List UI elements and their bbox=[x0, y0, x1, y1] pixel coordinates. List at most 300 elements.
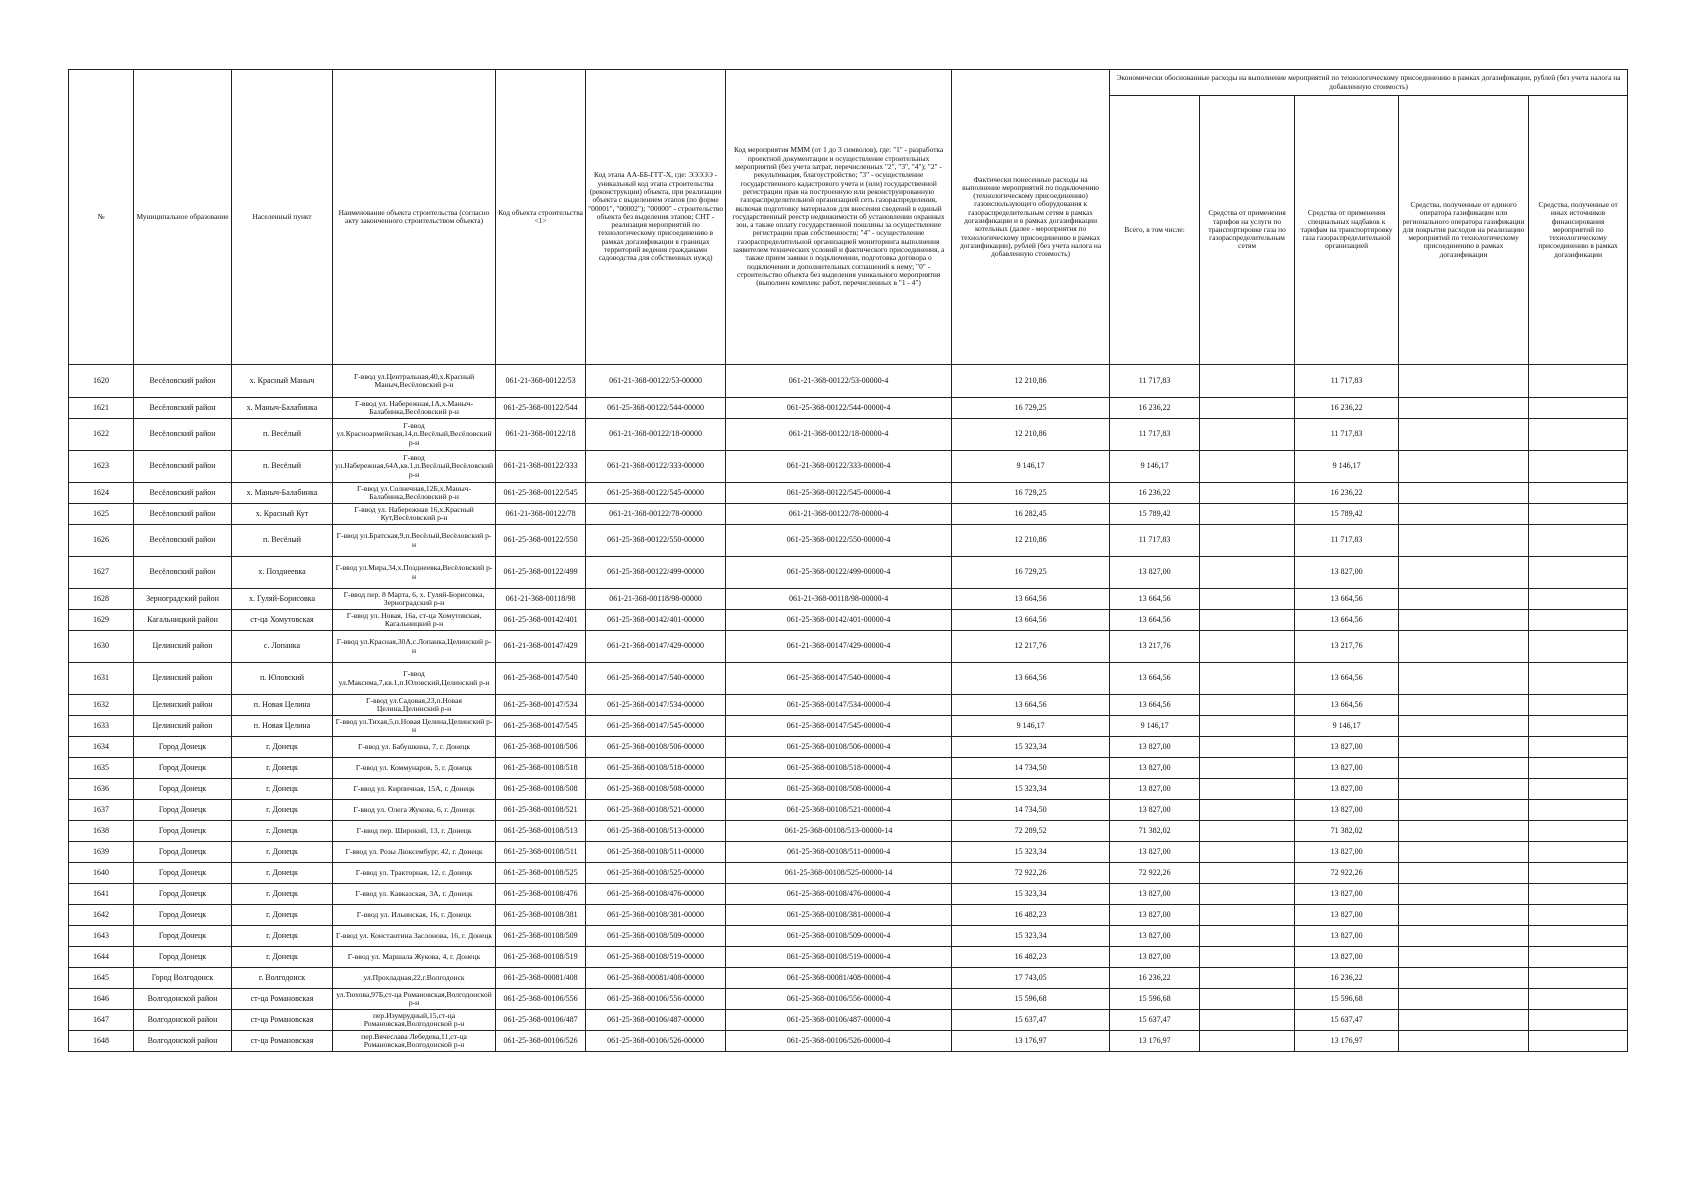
stage-code-cell: 061-25-368-00108/511-00000 bbox=[586, 842, 726, 863]
other-sources-cell bbox=[1529, 800, 1628, 821]
object-name-cell: ул.Тюхова,97Б,ст-ца Романовская,Волгодонской р-н bbox=[333, 989, 496, 1010]
object-name-cell: Г-ввод ул. Константина Заслонова, 16, г. Донецк bbox=[333, 926, 496, 947]
activity-code-cell: 061-25-368-00108/381-00000-4 bbox=[726, 905, 952, 926]
actual-costs-cell: 12 210,86 bbox=[952, 525, 1110, 557]
municipality-cell: Весёловский район bbox=[134, 398, 232, 419]
col-header-num: № bbox=[69, 70, 134, 365]
activity-code-cell: 061-25-368-00147/540-00000-4 bbox=[726, 663, 952, 695]
object-name-cell: Г-ввод ул. Ильинская, 16, г. Донецк bbox=[333, 905, 496, 926]
activity-code-cell: 061-25-368-00108/518-00000-4 bbox=[726, 758, 952, 779]
special-markups-cell: 13 827,00 bbox=[1295, 557, 1399, 589]
settlement-cell: х. Красный Маныч bbox=[232, 365, 333, 398]
row-number: 1645 bbox=[69, 968, 134, 989]
other-sources-cell bbox=[1529, 863, 1628, 884]
settlement-cell: х. Маныч-Балабинка bbox=[232, 483, 333, 504]
row-number: 1638 bbox=[69, 821, 134, 842]
actual-costs-cell: 16 729,25 bbox=[952, 398, 1110, 419]
row-number: 1643 bbox=[69, 926, 134, 947]
settlement-cell: ст-ца Хомутовская bbox=[232, 610, 333, 631]
row-number: 1620 bbox=[69, 365, 134, 398]
special-markups-cell: 15 596,68 bbox=[1295, 989, 1399, 1010]
activity-code-cell: 061-21-368-00122/78-00000-4 bbox=[726, 504, 952, 525]
activity-code-cell: 061-25-368-00108/506-00000-4 bbox=[726, 737, 952, 758]
operator-funds-cell bbox=[1399, 398, 1529, 419]
col-header-municipality: Муниципальное образование bbox=[134, 70, 232, 365]
row-number: 1633 bbox=[69, 716, 134, 737]
actual-costs-cell: 17 743,05 bbox=[952, 968, 1110, 989]
total-cell: 13 827,00 bbox=[1110, 758, 1200, 779]
municipality-cell: Волгодонской район bbox=[134, 1031, 232, 1052]
object-name-cell: Г-ввод ул. Розы Люксембург, 42, г. Донецк bbox=[333, 842, 496, 863]
operator-funds-cell bbox=[1399, 968, 1529, 989]
other-sources-cell bbox=[1529, 451, 1628, 483]
row-number: 1636 bbox=[69, 779, 134, 800]
tariff-transport-cell bbox=[1200, 989, 1295, 1010]
activity-code-cell: 061-25-368-00108/508-00000-4 bbox=[726, 779, 952, 800]
special-markups-cell: 9 146,17 bbox=[1295, 451, 1399, 483]
activity-code-cell: 061-25-368-00108/521-00000-4 bbox=[726, 800, 952, 821]
total-cell: 13 827,00 bbox=[1110, 557, 1200, 589]
total-cell: 16 236,22 bbox=[1110, 483, 1200, 504]
stage-code-cell: 061-21-368-00122/18-00000 bbox=[586, 419, 726, 451]
actual-costs-cell: 15 323,34 bbox=[952, 884, 1110, 905]
special-markups-cell: 13 827,00 bbox=[1295, 779, 1399, 800]
object-code-cell: 061-25-368-00108/525 bbox=[496, 863, 586, 884]
table-body bbox=[69, 365, 1628, 1052]
object-name-cell: Г-ввод ул.Набережная,64А,кв.1,п.Весёлый,Весёловский р-н bbox=[333, 451, 496, 483]
object-name-cell: Г-ввод ул. Тракторная, 12, г. Донецк bbox=[333, 863, 496, 884]
actual-costs-cell: 72 289,52 bbox=[952, 821, 1110, 842]
col-header-stage-code: Код этапа АА-ББ-ГГГ-Х, где: ЭЭЭЭЭ - уникальный код этапа строительства (реконструкции) объекта, при реализации объекта с выделением этапов (по форме "00001", "00002"); "00000" - строительство объекта без выделения этапов; СНТ - реализация мероприятий по технологическому присоединению в рамках догазификации в границах территорий ведения гражданами садоводства для собственных нужд) bbox=[586, 70, 726, 365]
row-number: 1622 bbox=[69, 419, 134, 451]
settlement-cell: г. Донецк bbox=[232, 758, 333, 779]
table-row bbox=[69, 365, 1628, 398]
activity-code-cell: 061-25-368-00147/545-00000-4 bbox=[726, 716, 952, 737]
municipality-cell: Целинский район bbox=[134, 663, 232, 695]
object-code-cell: 061-25-368-00122/545 bbox=[496, 483, 586, 504]
object-code-cell: 061-25-368-00108/381 bbox=[496, 905, 586, 926]
special-markups-cell: 13 176,97 bbox=[1295, 1031, 1399, 1052]
operator-funds-cell bbox=[1399, 663, 1529, 695]
operator-funds-cell bbox=[1399, 758, 1529, 779]
col-header-total: Всего, в том числе: bbox=[1110, 96, 1200, 365]
tariff-transport-cell bbox=[1200, 800, 1295, 821]
col-header-actual-costs: Фактически понесенные расходы на выполнение мероприятий по подключению (технологическому присоединению) газоиспользующего оборудования к газораспределительным сетям в рамках догазификации и в рамках догазификации котельных (далее - мероприятия по технологическому присоединению в рамках догазификации), рублей (без учета налога на добавленную стоимость) bbox=[952, 70, 1110, 365]
total-cell: 13 664,56 bbox=[1110, 663, 1200, 695]
operator-funds-cell bbox=[1399, 863, 1529, 884]
activity-code-cell: 061-21-368-00122/333-00000-4 bbox=[726, 451, 952, 483]
special-markups-cell: 13 664,56 bbox=[1295, 663, 1399, 695]
object-code-cell: 061-21-368-00118/98 bbox=[496, 589, 586, 610]
object-name-cell: пер.Изумрудный,15,ст-ца Романовская,Волгодонской р-н bbox=[333, 1010, 496, 1031]
operator-funds-cell bbox=[1399, 365, 1529, 398]
object-code-cell: 061-25-368-00108/506 bbox=[496, 737, 586, 758]
object-code-cell: 061-25-368-00142/401 bbox=[496, 610, 586, 631]
special-markups-cell: 15 789,42 bbox=[1295, 504, 1399, 525]
col-header-other-sources: Средства, полученные от иных источников финансирования мероприятий по технологическому присоединению в рамках догазификации bbox=[1529, 96, 1628, 365]
stage-code-cell: 061-21-368-00122/78-00000 bbox=[586, 504, 726, 525]
table-row bbox=[69, 419, 1628, 451]
actual-costs-cell: 15 596,68 bbox=[952, 989, 1110, 1010]
stage-code-cell: 061-25-368-00122/499-00000 bbox=[586, 557, 726, 589]
other-sources-cell bbox=[1529, 884, 1628, 905]
row-number: 1644 bbox=[69, 947, 134, 968]
actual-costs-cell: 12 217,76 bbox=[952, 631, 1110, 663]
operator-funds-cell bbox=[1399, 926, 1529, 947]
object-code-cell: 061-25-368-00147/540 bbox=[496, 663, 586, 695]
row-number: 1637 bbox=[69, 800, 134, 821]
municipality-cell: Весёловский район bbox=[134, 365, 232, 398]
activity-code-cell: 061-25-368-00081/408-00000-4 bbox=[726, 968, 952, 989]
special-markups-cell: 16 236,22 bbox=[1295, 483, 1399, 504]
tariff-transport-cell bbox=[1200, 589, 1295, 610]
stage-code-cell: 061-25-368-00108/518-00000 bbox=[586, 758, 726, 779]
actual-costs-cell: 12 210,86 bbox=[952, 365, 1110, 398]
activity-code-cell: 061-21-368-00147/429-00000-4 bbox=[726, 631, 952, 663]
col-header-object-code: Код объекта строительства <1> bbox=[496, 70, 586, 365]
municipality-cell: Город Донецк bbox=[134, 926, 232, 947]
municipality-cell: Весёловский район bbox=[134, 483, 232, 504]
actual-costs-cell: 13 664,56 bbox=[952, 610, 1110, 631]
row-number: 1631 bbox=[69, 663, 134, 695]
activity-code-cell: 061-25-368-00108/513-00000-14 bbox=[726, 821, 952, 842]
other-sources-cell bbox=[1529, 483, 1628, 504]
table-row bbox=[69, 905, 1628, 926]
table-row bbox=[69, 525, 1628, 557]
other-sources-cell bbox=[1529, 525, 1628, 557]
municipality-cell: Город Донецк bbox=[134, 800, 232, 821]
object-code-cell: 061-25-368-00108/476 bbox=[496, 884, 586, 905]
total-cell: 11 717,83 bbox=[1110, 525, 1200, 557]
total-cell: 72 922,26 bbox=[1110, 863, 1200, 884]
object-code-cell: 061-25-368-00108/508 bbox=[496, 779, 586, 800]
settlement-cell: г. Донецк bbox=[232, 737, 333, 758]
operator-funds-cell bbox=[1399, 779, 1529, 800]
table-row bbox=[69, 631, 1628, 663]
settlement-cell: ст-ца Романовская bbox=[232, 1010, 333, 1031]
actual-costs-cell: 13 664,56 bbox=[952, 695, 1110, 716]
operator-funds-cell bbox=[1399, 525, 1529, 557]
row-number: 1625 bbox=[69, 504, 134, 525]
object-name-cell: Г-ввод ул.Максима,7,кв.1,п.Юловский,Целинский р-н bbox=[333, 663, 496, 695]
municipality-cell: Целинский район bbox=[134, 716, 232, 737]
special-markups-cell: 72 922,26 bbox=[1295, 863, 1399, 884]
municipality-cell: Весёловский район bbox=[134, 504, 232, 525]
row-number: 1632 bbox=[69, 695, 134, 716]
special-markups-cell: 15 637,47 bbox=[1295, 1010, 1399, 1031]
actual-costs-cell: 15 323,34 bbox=[952, 779, 1110, 800]
settlement-cell: г. Донецк bbox=[232, 947, 333, 968]
special-markups-cell: 11 717,83 bbox=[1295, 525, 1399, 557]
actual-costs-cell: 9 146,17 bbox=[952, 716, 1110, 737]
total-cell: 15 637,47 bbox=[1110, 1010, 1200, 1031]
operator-funds-cell bbox=[1399, 557, 1529, 589]
tariff-transport-cell bbox=[1200, 695, 1295, 716]
total-cell: 13 664,56 bbox=[1110, 610, 1200, 631]
row-number: 1642 bbox=[69, 905, 134, 926]
row-number: 1635 bbox=[69, 758, 134, 779]
object-code-cell: 061-21-368-00122/333 bbox=[496, 451, 586, 483]
activity-code-cell: 061-25-368-00108/511-00000-4 bbox=[726, 842, 952, 863]
actual-costs-cell: 15 323,34 bbox=[952, 737, 1110, 758]
object-name-cell: ул.Прохладная,22,г.Волгодонск bbox=[333, 968, 496, 989]
settlement-cell: г. Донецк bbox=[232, 884, 333, 905]
other-sources-cell bbox=[1529, 989, 1628, 1010]
municipality-cell: Целинский район bbox=[134, 631, 232, 663]
special-markups-cell: 13 664,56 bbox=[1295, 610, 1399, 631]
actual-costs-cell: 14 734,50 bbox=[952, 800, 1110, 821]
special-markups-cell: 16 236,22 bbox=[1295, 398, 1399, 419]
stage-code-cell: 061-25-368-00106/556-00000 bbox=[586, 989, 726, 1010]
activity-code-cell: 061-25-368-00108/525-00000-14 bbox=[726, 863, 952, 884]
object-name-cell: Г-ввод ул. Набережная,1А,х.Маныч-Балабинка,Весёловский р-н bbox=[333, 398, 496, 419]
object-code-cell: 061-25-368-00081/408 bbox=[496, 968, 586, 989]
table-row bbox=[69, 884, 1628, 905]
municipality-cell: Весёловский район bbox=[134, 557, 232, 589]
object-code-cell: 061-25-368-00122/544 bbox=[496, 398, 586, 419]
special-markups-cell: 13 827,00 bbox=[1295, 905, 1399, 926]
row-number: 1648 bbox=[69, 1031, 134, 1052]
table-row bbox=[69, 1010, 1628, 1031]
tariff-transport-cell bbox=[1200, 926, 1295, 947]
municipality-cell: Город Донецк bbox=[134, 821, 232, 842]
stage-code-cell: 061-25-368-00081/408-00000 bbox=[586, 968, 726, 989]
row-number: 1623 bbox=[69, 451, 134, 483]
table-row bbox=[69, 398, 1628, 419]
special-markups-cell: 16 236,22 bbox=[1295, 968, 1399, 989]
stage-code-cell: 061-25-368-00108/521-00000 bbox=[586, 800, 726, 821]
stage-code-cell: 061-21-368-00118/98-00000 bbox=[586, 589, 726, 610]
other-sources-cell bbox=[1529, 821, 1628, 842]
special-markups-cell: 13 827,00 bbox=[1295, 947, 1399, 968]
tariff-transport-cell bbox=[1200, 483, 1295, 504]
total-cell: 13 827,00 bbox=[1110, 905, 1200, 926]
special-markups-cell: 13 827,00 bbox=[1295, 737, 1399, 758]
total-cell: 13 664,56 bbox=[1110, 695, 1200, 716]
tariff-transport-cell bbox=[1200, 631, 1295, 663]
stage-code-cell: 061-21-368-00122/53-00000 bbox=[586, 365, 726, 398]
other-sources-cell bbox=[1529, 610, 1628, 631]
row-number: 1646 bbox=[69, 989, 134, 1010]
municipality-cell: Город Донецк bbox=[134, 842, 232, 863]
col-header-object-name: Наименование объекта строительства (согласно акту законченного строительством объекта) bbox=[333, 70, 496, 365]
row-number: 1639 bbox=[69, 842, 134, 863]
col-header-operator-funds: Средства, полученные от единого оператора газификации или регионального оператора газификации для покрытия расходов на реализацию мероприятий по технологическому присоединению в рамках догазификации bbox=[1399, 96, 1529, 365]
stage-code-cell: 061-25-368-00106/526-00000 bbox=[586, 1031, 726, 1052]
activity-code-cell: 061-25-368-00122/499-00000-4 bbox=[726, 557, 952, 589]
other-sources-cell bbox=[1529, 1031, 1628, 1052]
actual-costs-cell: 16 729,25 bbox=[952, 557, 1110, 589]
settlement-cell: г. Донецк bbox=[232, 905, 333, 926]
activity-code-cell: 061-21-368-00122/53-00000-4 bbox=[726, 365, 952, 398]
row-number: 1630 bbox=[69, 631, 134, 663]
table-row bbox=[69, 800, 1628, 821]
tariff-transport-cell bbox=[1200, 504, 1295, 525]
stage-code-cell: 061-25-368-00108/506-00000 bbox=[586, 737, 726, 758]
special-markups-cell: 11 717,83 bbox=[1295, 365, 1399, 398]
object-code-cell: 061-21-368-00122/53 bbox=[496, 365, 586, 398]
activity-code-cell: 061-25-368-00106/556-00000-4 bbox=[726, 989, 952, 1010]
municipality-cell: Город Волгодонск bbox=[134, 968, 232, 989]
actual-costs-cell: 12 210,86 bbox=[952, 419, 1110, 451]
settlement-cell: п. Весёлый bbox=[232, 451, 333, 483]
table-row bbox=[69, 968, 1628, 989]
special-markups-cell: 11 717,83 bbox=[1295, 419, 1399, 451]
total-cell: 71 382,02 bbox=[1110, 821, 1200, 842]
data-table bbox=[68, 69, 1628, 1052]
municipality-cell: Город Донецк bbox=[134, 737, 232, 758]
actual-costs-cell: 13 664,56 bbox=[952, 589, 1110, 610]
object-name-cell: Г-ввод пер. 8 Марта, 6, х. Гуляй-Борисовка, Зерноградский р-н bbox=[333, 589, 496, 610]
settlement-cell: п. Весёлый bbox=[232, 525, 333, 557]
other-sources-cell bbox=[1529, 737, 1628, 758]
special-markups-cell: 13 217,76 bbox=[1295, 631, 1399, 663]
object-name-cell: Г-ввод ул. Олега Жукова, 6, г. Донецк bbox=[333, 800, 496, 821]
tariff-transport-cell bbox=[1200, 779, 1295, 800]
actual-costs-cell: 13 176,97 bbox=[952, 1031, 1110, 1052]
actual-costs-cell: 15 323,34 bbox=[952, 926, 1110, 947]
row-number: 1621 bbox=[69, 398, 134, 419]
table-row bbox=[69, 695, 1628, 716]
total-cell: 13 827,00 bbox=[1110, 947, 1200, 968]
stage-code-cell: 061-25-368-00108/381-00000 bbox=[586, 905, 726, 926]
operator-funds-cell bbox=[1399, 842, 1529, 863]
tariff-transport-cell bbox=[1200, 365, 1295, 398]
municipality-cell: Весёловский район bbox=[134, 525, 232, 557]
object-code-cell: 061-25-368-00106/487 bbox=[496, 1010, 586, 1031]
other-sources-cell bbox=[1529, 779, 1628, 800]
operator-funds-cell bbox=[1399, 800, 1529, 821]
object-code-cell: 061-25-368-00122/550 bbox=[496, 525, 586, 557]
row-number: 1624 bbox=[69, 483, 134, 504]
actual-costs-cell: 15 323,34 bbox=[952, 842, 1110, 863]
settlement-cell: х. Гуляй-Борисовка bbox=[232, 589, 333, 610]
row-number: 1640 bbox=[69, 863, 134, 884]
other-sources-cell bbox=[1529, 842, 1628, 863]
activity-code-cell: 061-25-368-00108/519-00000-4 bbox=[726, 947, 952, 968]
row-number: 1641 bbox=[69, 884, 134, 905]
other-sources-cell bbox=[1529, 365, 1628, 398]
tariff-transport-cell bbox=[1200, 905, 1295, 926]
municipality-cell: Город Донецк bbox=[134, 884, 232, 905]
special-markups-cell: 13 827,00 bbox=[1295, 842, 1399, 863]
stage-code-cell: 061-25-368-00147/534-00000 bbox=[586, 695, 726, 716]
row-number: 1647 bbox=[69, 1010, 134, 1031]
municipality-cell: Весёловский район bbox=[134, 419, 232, 451]
total-cell: 15 789,42 bbox=[1110, 504, 1200, 525]
total-cell: 11 717,83 bbox=[1110, 365, 1200, 398]
total-cell: 11 717,83 bbox=[1110, 419, 1200, 451]
settlement-cell: х. Маныч-Балабинка bbox=[232, 398, 333, 419]
settlement-cell: п. Весёлый bbox=[232, 419, 333, 451]
table-row bbox=[69, 504, 1628, 525]
table-row bbox=[69, 663, 1628, 695]
total-cell: 13 827,00 bbox=[1110, 779, 1200, 800]
object-code-cell: 061-25-368-00108/518 bbox=[496, 758, 586, 779]
col-header-settlement: Населенный пункт bbox=[232, 70, 333, 365]
total-cell: 15 596,68 bbox=[1110, 989, 1200, 1010]
special-markups-cell: 13 827,00 bbox=[1295, 758, 1399, 779]
settlement-cell: х. Позднеевка bbox=[232, 557, 333, 589]
tariff-transport-cell bbox=[1200, 863, 1295, 884]
settlement-cell: г. Донецк bbox=[232, 800, 333, 821]
special-markups-cell: 13 827,00 bbox=[1295, 884, 1399, 905]
other-sources-cell bbox=[1529, 695, 1628, 716]
other-sources-cell bbox=[1529, 716, 1628, 737]
municipality-cell: Город Донецк bbox=[134, 779, 232, 800]
table-row bbox=[69, 589, 1628, 610]
table-row bbox=[69, 483, 1628, 504]
tariff-transport-cell bbox=[1200, 821, 1295, 842]
other-sources-cell bbox=[1529, 663, 1628, 695]
object-name-cell: пер.Вячеслава Лебедева,11,ст-ца Романовская,Волгодонской р-н bbox=[333, 1031, 496, 1052]
settlement-cell: п. Новая Целина bbox=[232, 695, 333, 716]
tariff-transport-cell bbox=[1200, 451, 1295, 483]
total-cell: 9 146,17 bbox=[1110, 451, 1200, 483]
object-name-cell: Г-ввод ул.Красноармейская,14,п.Весёлый,Весёловский р-н bbox=[333, 419, 496, 451]
operator-funds-cell bbox=[1399, 504, 1529, 525]
actual-costs-cell: 9 146,17 bbox=[952, 451, 1110, 483]
object-name-cell: Г-ввод ул.Красная,30А,с.Лопанка,Целинский р-н bbox=[333, 631, 496, 663]
operator-funds-cell bbox=[1399, 419, 1529, 451]
other-sources-cell bbox=[1529, 504, 1628, 525]
table-row bbox=[69, 1031, 1628, 1052]
operator-funds-cell bbox=[1399, 989, 1529, 1010]
object-code-cell: 061-25-368-00106/526 bbox=[496, 1031, 586, 1052]
tariff-transport-cell bbox=[1200, 758, 1295, 779]
stage-code-cell: 061-25-368-00108/476-00000 bbox=[586, 884, 726, 905]
table-row bbox=[69, 821, 1628, 842]
operator-funds-cell bbox=[1399, 821, 1529, 842]
other-sources-cell bbox=[1529, 589, 1628, 610]
total-cell: 13 827,00 bbox=[1110, 737, 1200, 758]
settlement-cell: г. Донецк bbox=[232, 821, 333, 842]
total-cell: 9 146,17 bbox=[1110, 716, 1200, 737]
other-sources-cell bbox=[1529, 905, 1628, 926]
tariff-transport-cell bbox=[1200, 663, 1295, 695]
municipality-cell: Целинский район bbox=[134, 695, 232, 716]
total-cell: 16 236,22 bbox=[1110, 968, 1200, 989]
object-code-cell: 061-25-368-00106/556 bbox=[496, 989, 586, 1010]
object-code-cell: 061-25-368-00122/499 bbox=[496, 557, 586, 589]
actual-costs-cell: 14 734,50 bbox=[952, 758, 1110, 779]
municipality-cell: Город Донецк bbox=[134, 863, 232, 884]
municipality-cell: Весёловский район bbox=[134, 451, 232, 483]
activity-code-cell: 061-25-368-00122/545-00000-4 bbox=[726, 483, 952, 504]
actual-costs-cell: 16 282,45 bbox=[952, 504, 1110, 525]
activity-code-cell: 061-25-368-00147/534-00000-4 bbox=[726, 695, 952, 716]
object-code-cell: 061-21-368-00122/78 bbox=[496, 504, 586, 525]
row-number: 1628 bbox=[69, 589, 134, 610]
object-name-cell: Г-ввод ул. Маршала Жукова, 4, г. Донецк bbox=[333, 947, 496, 968]
tariff-transport-cell bbox=[1200, 842, 1295, 863]
table-header bbox=[69, 70, 1628, 365]
tariff-transport-cell bbox=[1200, 419, 1295, 451]
col-group-header-costs: Экономически обоснованные расходы на выполнение мероприятий по технологическому присоединению в рамках догазификации, рублей (без учета налога на добавленную стоимость) bbox=[1110, 70, 1628, 96]
object-code-cell: 061-25-368-00108/519 bbox=[496, 947, 586, 968]
other-sources-cell bbox=[1529, 926, 1628, 947]
total-cell: 13 827,00 bbox=[1110, 926, 1200, 947]
special-markups-cell: 71 382,02 bbox=[1295, 821, 1399, 842]
operator-funds-cell bbox=[1399, 1010, 1529, 1031]
total-cell: 13 827,00 bbox=[1110, 800, 1200, 821]
settlement-cell: г. Донецк bbox=[232, 779, 333, 800]
other-sources-cell bbox=[1529, 398, 1628, 419]
settlement-cell: г. Донецк bbox=[232, 926, 333, 947]
stage-code-cell: 061-21-368-00122/333-00000 bbox=[586, 451, 726, 483]
table-row bbox=[69, 737, 1628, 758]
object-code-cell: 061-25-368-00108/509 bbox=[496, 926, 586, 947]
